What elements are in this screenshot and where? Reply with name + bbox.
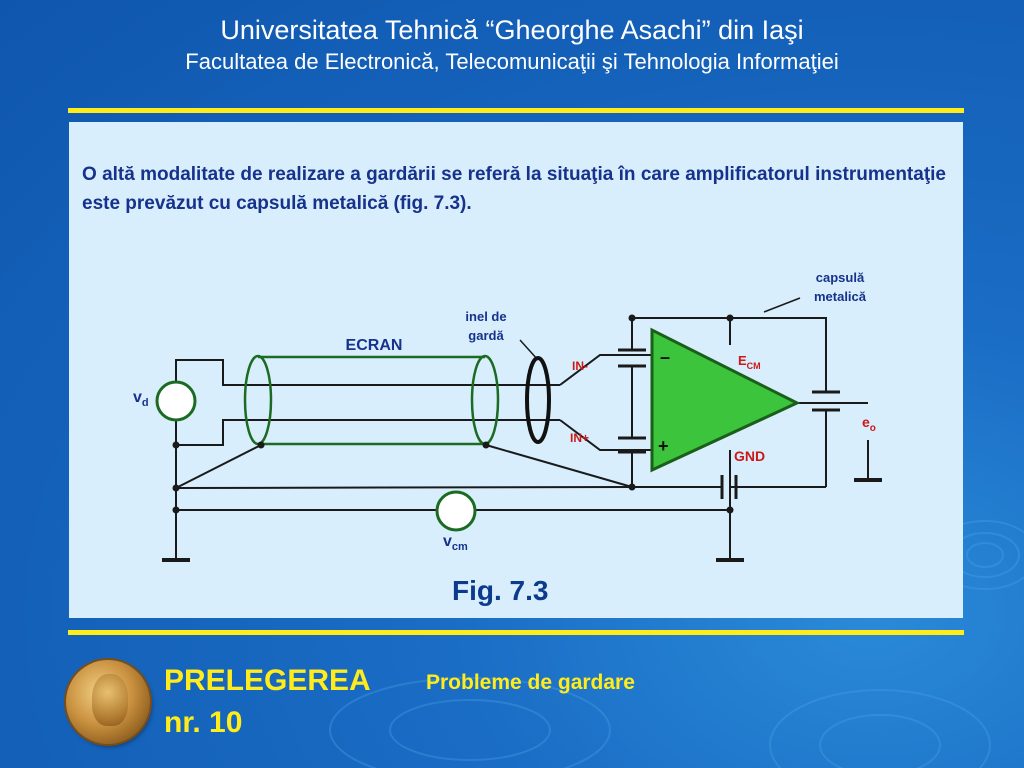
shielded-cable bbox=[245, 356, 498, 444]
university-medal-logo bbox=[66, 660, 150, 744]
eo-label: $e_o$ bbox=[862, 414, 876, 434]
plus-sign: + bbox=[658, 436, 669, 456]
ecm-label: $E_{CM}$ bbox=[738, 353, 761, 371]
lecture-label: PRELEGEREA bbox=[164, 664, 371, 697]
wire-shield-right bbox=[486, 445, 632, 487]
capsule-label-1: capsulă bbox=[815, 270, 865, 285]
capsule-label-2: metalică bbox=[813, 289, 867, 304]
lecture-topic: Probleme de gardare bbox=[426, 671, 635, 694]
wire-shield-left bbox=[176, 445, 261, 488]
capsule-callout bbox=[764, 298, 800, 312]
minus-sign: – bbox=[660, 347, 671, 367]
body-paragraph: O altă modalitate de realizare a gardării se referă la situaţia în care amplificatorul instrumentaţie este prevăzut cu capsulă metalică (fig. 7.3). bbox=[82, 164, 946, 214]
wire-gnd-feed bbox=[176, 487, 632, 488]
screen-label: ECRAN bbox=[345, 337, 403, 354]
guard-ring-label-2: gardă bbox=[468, 328, 504, 343]
portrait-relief bbox=[92, 674, 128, 726]
vcm-label: $v_{cm}$ bbox=[443, 533, 468, 553]
university-title: Universitatea Tehnică “Gheorghe Asachi” din Iaşi bbox=[220, 15, 804, 45]
faculty-title: Facultatea de Electronică, Telecomunicaţii şi Tehnologia Informaţiei bbox=[185, 49, 839, 74]
in-plus-label: IN+ bbox=[570, 431, 590, 445]
gnd-label: GND bbox=[734, 448, 766, 464]
wire-vd-top bbox=[176, 360, 560, 385]
lecture-number: nr. 10 bbox=[164, 706, 243, 739]
in-minus-label: IN- bbox=[572, 359, 588, 373]
vd-source bbox=[157, 382, 195, 420]
guard-ring-label-1: inel de bbox=[465, 309, 507, 324]
instrumentation-amplifier bbox=[652, 330, 797, 470]
guard-ring bbox=[527, 358, 549, 442]
vd-label: $v_d$ bbox=[133, 389, 149, 409]
figure-caption: Fig. 7.3 bbox=[452, 575, 549, 606]
wire-vd-bottom bbox=[176, 420, 560, 445]
vcm-source bbox=[437, 492, 475, 530]
